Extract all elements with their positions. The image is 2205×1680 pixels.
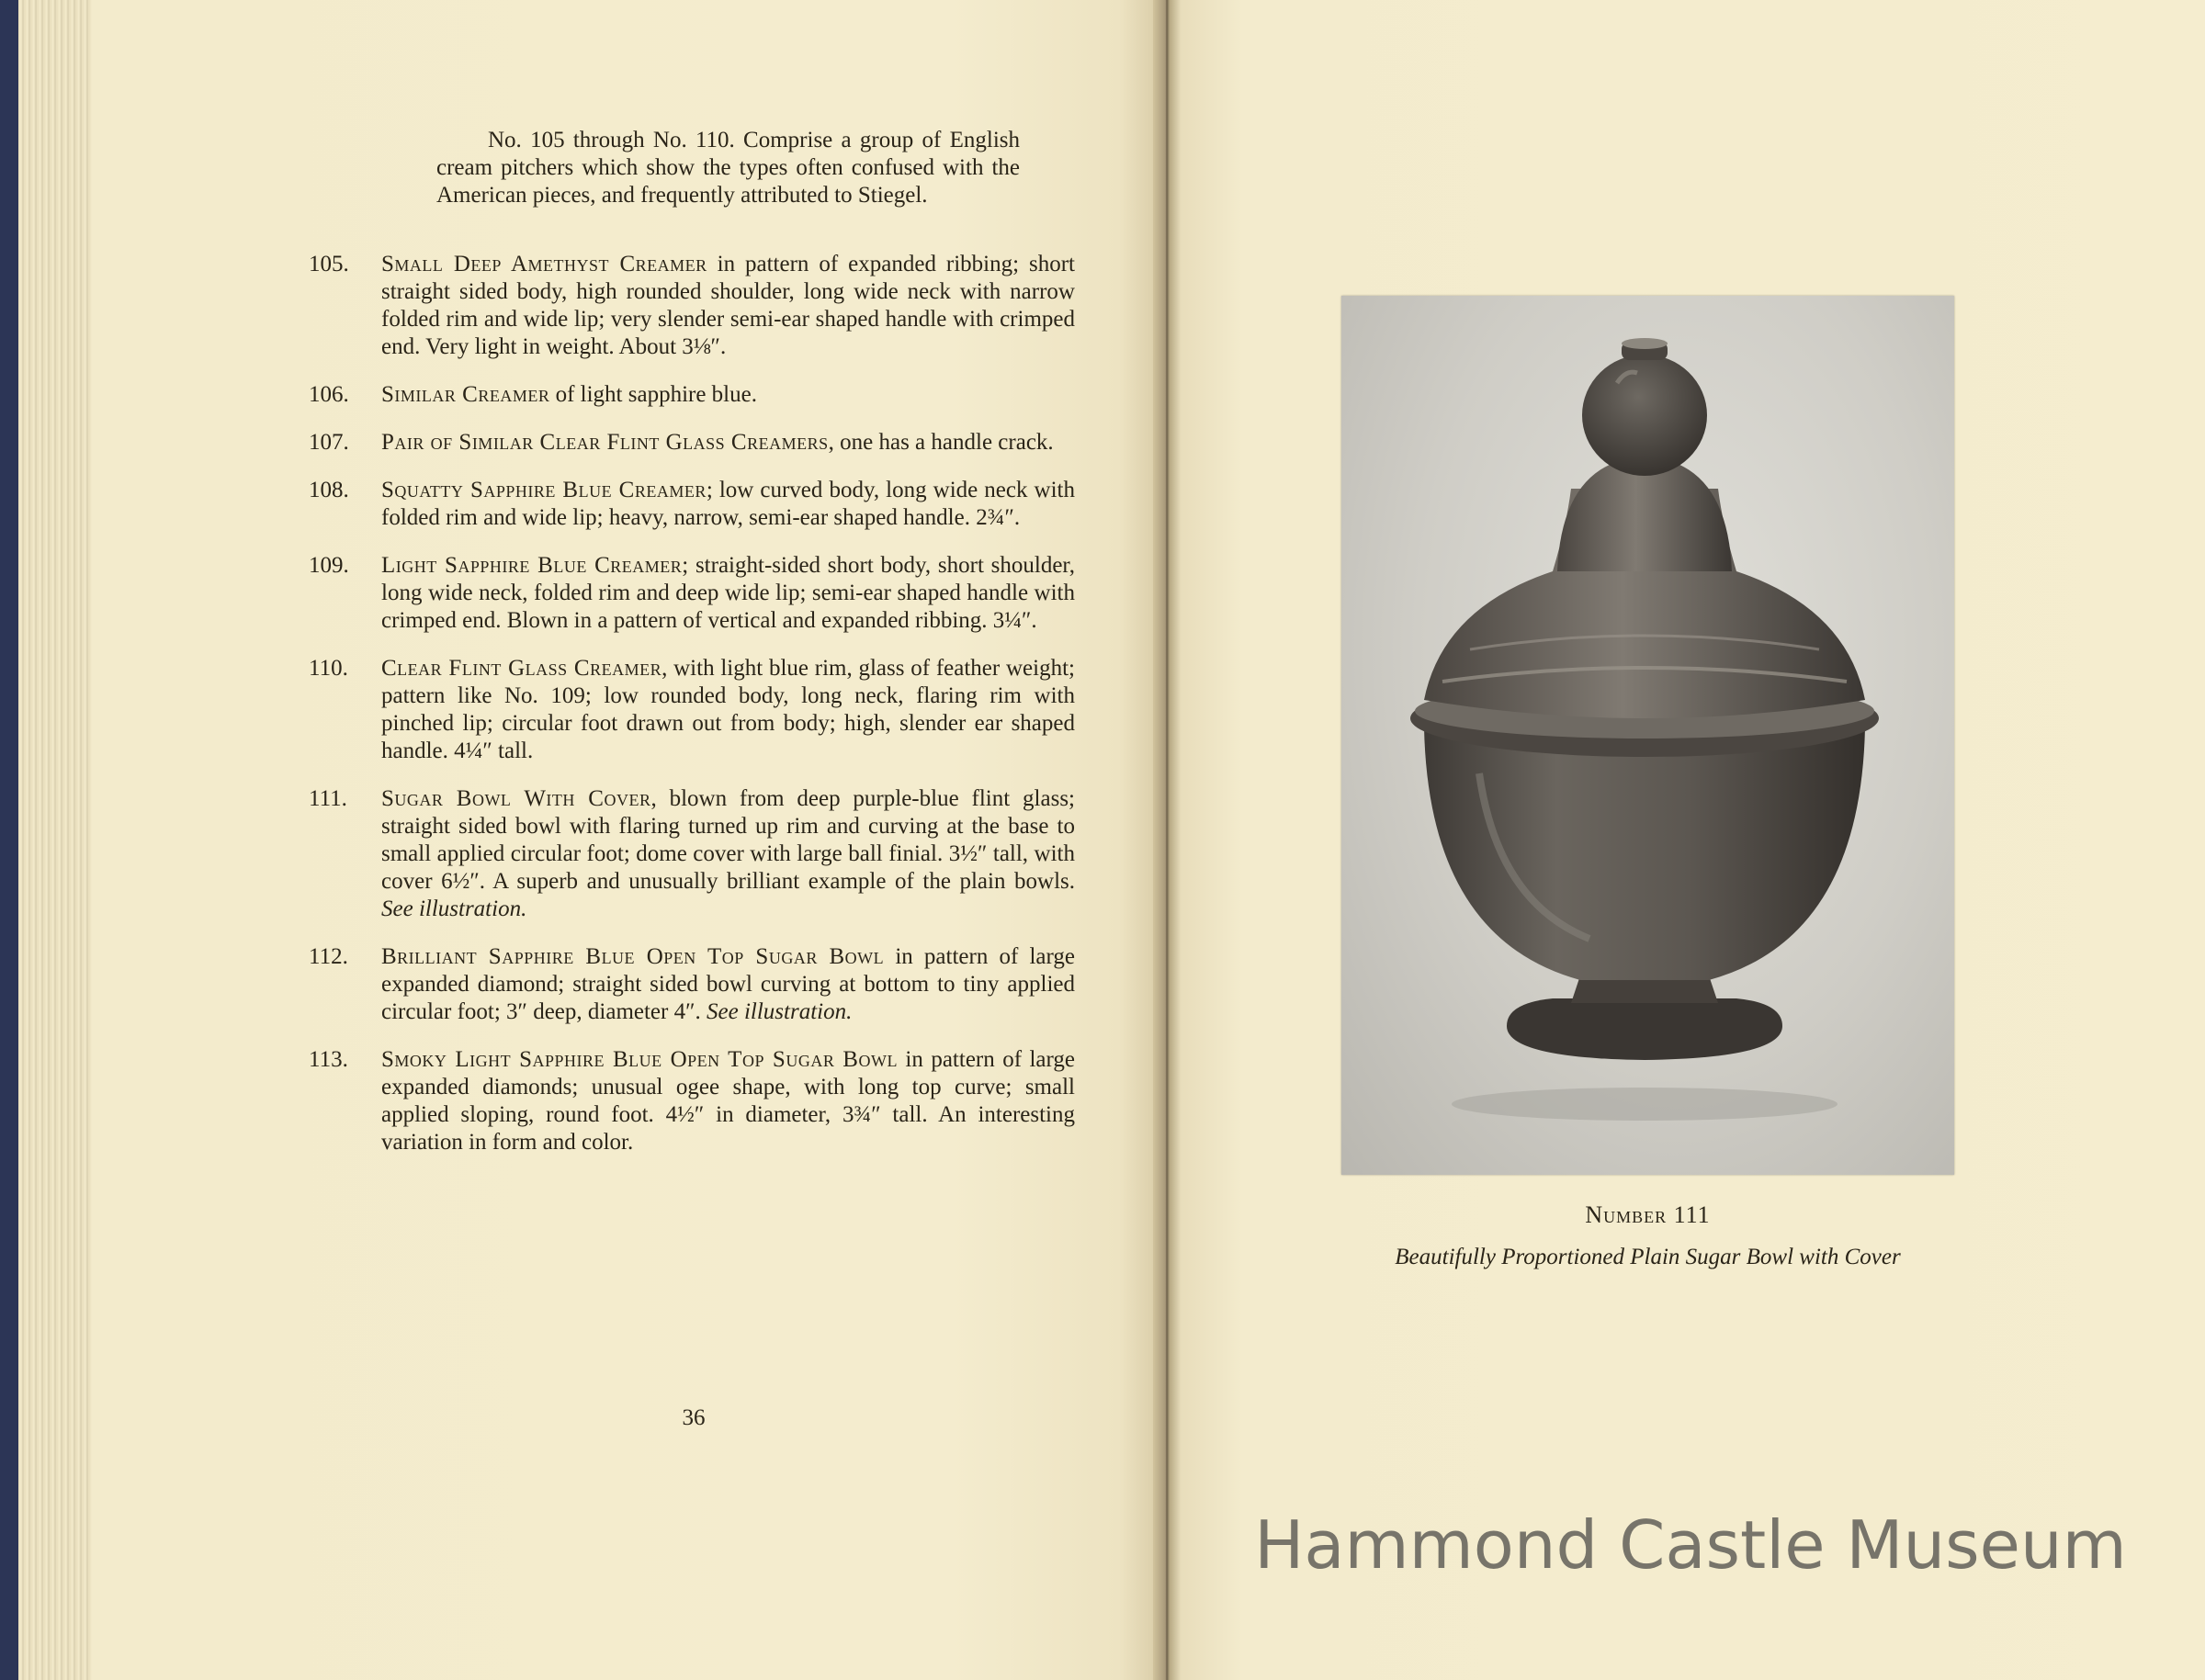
entry-number: 111. xyxy=(309,786,347,811)
catalog-entry xyxy=(309,943,1075,1026)
entry-title: Pair of Similar Clear Flint Glass Creamers xyxy=(381,430,829,455)
entry-number: 112. xyxy=(309,944,348,969)
entry-title: Squatty Sapphire Blue Creamer xyxy=(381,478,707,502)
entry-body xyxy=(381,655,1075,765)
entry-title: Sugar Bowl With Cover xyxy=(381,786,651,811)
entry-title: Light Sapphire Blue Creamer xyxy=(381,553,683,578)
entry-body xyxy=(381,381,1075,409)
entry-number: 105. xyxy=(309,252,349,276)
catalog-entry xyxy=(309,785,1075,923)
catalog-entry xyxy=(309,251,1075,361)
caption-title: Number 111 xyxy=(1585,1201,1711,1228)
entry-number: 108. xyxy=(309,478,349,502)
catalog-entry xyxy=(309,552,1075,635)
entry-number: 106. xyxy=(309,382,349,407)
catalog-entry xyxy=(309,381,1075,409)
entry-text: in pattern of expanded ribbing; short straight sided body, high rounded shoulder, long wide neck with narrow folded rim and wide lip; very slender semi-ear shaped handle with crimped end. Very light in weight. About 3⅛″. xyxy=(381,252,1076,359)
entry-title: Smoky Light Sapphire Blue Open Top Sugar Bowl xyxy=(381,1047,898,1072)
catalog-entry xyxy=(309,477,1075,532)
museum-watermark: Hammond Castle Museum xyxy=(1254,1506,2127,1584)
entry-text: in pattern of large expanded diamond; straight sided bowl curving at bottom to tiny applied circular foot; 3″ deep, diameter 4″. xyxy=(381,944,1075,1024)
entry-text: , one has a handle crack. xyxy=(828,430,1054,455)
catalog-entry xyxy=(309,429,1075,457)
entry-text: ; low curved body, long wide neck with folded rim and wide lip; heavy, narrow, semi-ear shaped handle. 2¾″. xyxy=(381,478,1075,530)
entry-note: See illustration. xyxy=(707,999,853,1024)
catalog-entry xyxy=(309,655,1075,765)
entry-body xyxy=(381,477,1075,532)
entry-number: 107. xyxy=(309,430,349,455)
entry-text: in pattern of large expanded diamonds; unusual ogee shape, with long top curve; small applied sloping, round foot. 4½″ in diameter, 3¾″ tall. An interesting variation in form and color. xyxy=(381,1047,1075,1155)
entry-text: of light sapphire blue. xyxy=(549,382,757,407)
book-gutter xyxy=(1153,0,1181,1680)
entry-note: See illustration. xyxy=(381,896,527,921)
covered-sugar-bowl-illustration xyxy=(1341,296,1954,1175)
entry-body xyxy=(381,552,1075,635)
entry-title: Clear Flint Glass Creamer xyxy=(381,656,662,681)
entry-body xyxy=(381,429,1075,457)
catalog-entries xyxy=(309,251,1075,1177)
entry-title: Brilliant Sapphire Blue Open Top Sugar Bowl xyxy=(381,944,885,969)
page-number: 36 xyxy=(682,1405,706,1430)
entry-body xyxy=(381,251,1075,361)
catalog-entry xyxy=(309,1046,1075,1156)
entry-text: , blown from deep purple-blue flint glass; straight sided bowl with flaring turned up rim and curving at the base to small applied circular foot; dome cover with large ball finial. 3½″ tall, with cover 6½″. A superb and unusually brilliant example of the plain bowls. xyxy=(381,786,1075,894)
entry-body xyxy=(381,943,1075,1026)
entry-text: , with light blue rim, glass of feather weight; pattern like No. 109; low rounded body, long neck, flaring rim with pinched lip; circular foot drawn out from body; high, slender ear shaped handle. 4¼″ tall. xyxy=(381,656,1075,763)
entry-body xyxy=(381,785,1075,923)
caption-subtitle: Beautifully Proportioned Plain Sugar Bowl with Cover xyxy=(1395,1245,1901,1269)
entry-number: 110. xyxy=(309,656,348,681)
entry-number: 113. xyxy=(309,1047,348,1072)
page-edges xyxy=(18,0,92,1680)
sugar-bowl-photograph xyxy=(1341,296,1954,1175)
entry-body xyxy=(381,1046,1075,1156)
entry-title: Small Deep Amethyst Creamer xyxy=(381,252,707,276)
entry-title: Similar Creamer xyxy=(381,382,550,407)
entry-text: ; straight-sided short body, short shoulder, long wide neck, folded rim and deep wide lip; semi-ear shaped handle with crimped end. Blown in a pattern of vertical and expanded ribbing. 3¼″. xyxy=(381,553,1075,633)
intro-paragraph xyxy=(436,127,1020,209)
intro-text: No. 105 through No. 110. Comprise a group of English cream pitchers which show the types often confused with the American pieces, and frequently attributed to Stiegel. xyxy=(436,128,1020,208)
entry-number: 109. xyxy=(309,553,349,578)
